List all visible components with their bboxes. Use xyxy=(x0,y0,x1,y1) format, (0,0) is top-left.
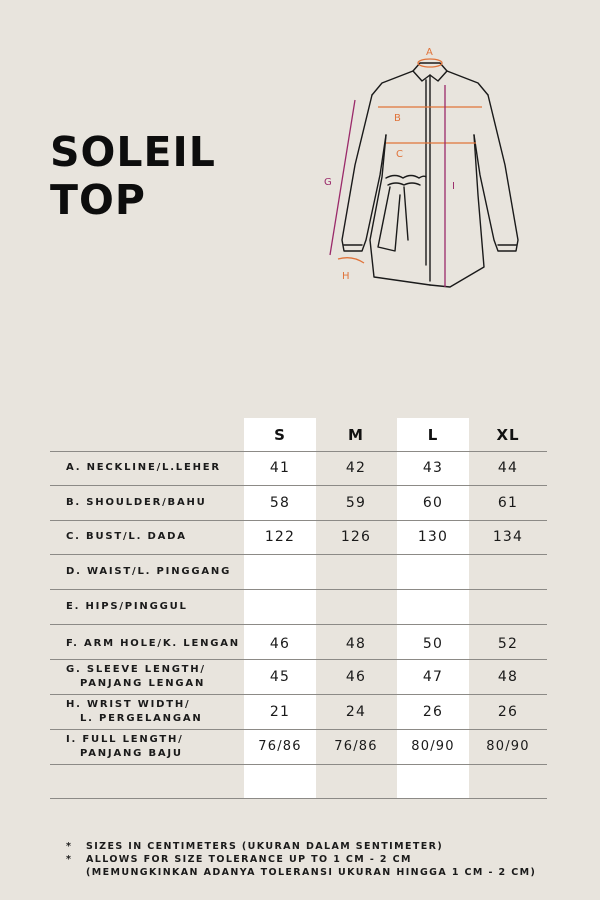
row-divider xyxy=(50,485,547,486)
cell-g-xl: 48 xyxy=(497,669,519,685)
row-divider xyxy=(50,798,547,799)
cell-i-l: 80/90 xyxy=(411,739,455,754)
cell-f-m: 48 xyxy=(345,636,367,652)
cell-a-m: 42 xyxy=(345,460,367,476)
row-divider xyxy=(50,451,547,452)
row-label-arm-hole: F. ARM HOLE/K. LENGAN xyxy=(66,638,240,649)
row-label-shoulder: B. SHOULDER/BAHU xyxy=(66,497,207,508)
cell-a-xl: 44 xyxy=(497,460,519,476)
size-header-m: M xyxy=(348,426,364,444)
footnote-2-translation: (MEMUNGKINKAN ADANYA TOLERANSI UKURAN HINGGA 1 CM - 2 CM) xyxy=(86,867,537,878)
cell-g-l: 47 xyxy=(422,669,444,685)
row-label-line-2: PANJANG LENGAN xyxy=(80,678,206,689)
row-label-line-2: PANJANG BAJU xyxy=(80,748,183,759)
row-label-hips: E. HIPS/PINGGUL xyxy=(66,601,188,612)
cell-b-m: 59 xyxy=(345,495,367,511)
size-header-l: L xyxy=(427,426,439,444)
cell-b-s: 58 xyxy=(269,495,291,511)
cell-c-l: 130 xyxy=(417,529,449,545)
row-label-line-1: H. WRIST WIDTH/ xyxy=(66,699,191,710)
row-divider xyxy=(50,729,547,730)
row-divider xyxy=(50,659,547,660)
row-label-waist: D. WAIST/L. PINGGANG xyxy=(66,566,232,577)
label-h: H xyxy=(342,271,350,282)
row-label-line-1: I. FULL LENGTH/ xyxy=(66,734,184,745)
label-b: B xyxy=(394,113,401,124)
label-g: G xyxy=(324,177,332,188)
cell-f-s: 46 xyxy=(269,636,291,652)
row-label-neckline: A. NECKLINE/L.LEHER xyxy=(66,462,221,473)
row-label-full-length xyxy=(66,733,184,761)
footnote-1: * SIZES IN CENTIMETERS (UKURAN DALAM SENTIMETER) xyxy=(66,841,444,852)
label-c: C xyxy=(396,149,403,160)
row-divider xyxy=(50,694,547,695)
cell-c-m: 126 xyxy=(340,529,372,545)
cell-g-m: 46 xyxy=(345,669,367,685)
row-label-bust: C. BUST/L. DADA xyxy=(66,531,187,542)
row-divider xyxy=(50,589,547,590)
row-label-line-2: L. PERGELANGAN xyxy=(80,713,203,724)
title-line-1: SOLEIL xyxy=(50,128,216,176)
row-label-sleeve-length xyxy=(66,663,206,691)
cell-c-xl: 134 xyxy=(492,529,524,545)
label-i: I xyxy=(452,181,455,192)
cell-b-l: 60 xyxy=(422,495,444,511)
cell-h-l: 26 xyxy=(422,704,444,720)
cell-f-xl: 52 xyxy=(497,636,519,652)
row-label-line-1: G. SLEEVE LENGTH/ xyxy=(66,664,206,675)
cell-i-xl: 80/90 xyxy=(486,739,530,754)
cell-a-l: 43 xyxy=(422,460,444,476)
row-divider xyxy=(50,554,547,555)
size-header-s: S xyxy=(274,426,286,444)
row-divider xyxy=(50,764,547,765)
cell-f-l: 50 xyxy=(422,636,444,652)
footnotes xyxy=(66,840,536,879)
title-line-2: TOP xyxy=(50,176,146,224)
cell-h-m: 24 xyxy=(345,704,367,720)
cell-h-s: 21 xyxy=(269,704,291,720)
footnote-2: * ALLOWS FOR SIZE TOLERANCE UP TO 1 CM - 2 CM xyxy=(66,854,412,865)
row-label-wrist-width xyxy=(66,698,203,726)
label-a: A xyxy=(426,47,433,58)
size-header-xl: XL xyxy=(496,426,520,444)
cell-b-xl: 61 xyxy=(497,495,519,511)
cell-i-s: 76/86 xyxy=(258,739,302,754)
row-divider xyxy=(50,520,547,521)
cell-h-xl: 26 xyxy=(497,704,519,720)
cell-a-s: 41 xyxy=(269,460,291,476)
row-divider xyxy=(50,624,547,625)
cell-c-s: 122 xyxy=(264,529,296,545)
cell-i-m: 76/86 xyxy=(334,739,378,754)
cell-g-s: 45 xyxy=(269,669,291,685)
